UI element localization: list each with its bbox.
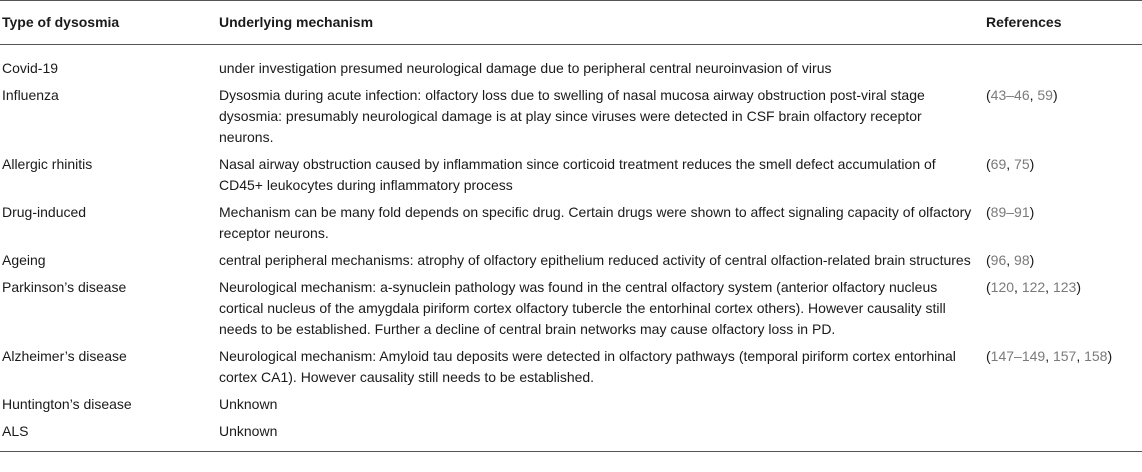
reference-link[interactable]: 98: [1014, 252, 1030, 268]
cell-references: [977, 45, 1142, 83]
table-row: [0, 274, 1142, 343]
table-row: [0, 151, 1142, 199]
cell-type: Drug-induced: [2, 204, 87, 220]
cell-type: Ageing: [2, 252, 46, 268]
table-row: [0, 82, 1142, 151]
cell-type: Parkinson’s disease: [2, 279, 127, 295]
cell-mechanism: Dysosmia during acute infection: olfactory loss due to swelling of nasal mucosa airway obstruction post-viral stage dysosmia: presumably neurological damage is at play since viruses were detected in CSF brain olfactory receptor neurons.: [219, 87, 925, 145]
reference-link[interactable]: 43–46: [990, 87, 1030, 103]
table-row: [0, 391, 1142, 418]
cell-type: ALS: [0, 418, 219, 452]
cell-type: Allergic rhinitis: [2, 156, 93, 172]
table-row: [0, 418, 1142, 452]
table-row: [0, 45, 1142, 83]
cell-type: Huntington’s disease: [2, 396, 132, 412]
cell-mechanism: Mechanism can be many fold depends on specific drug. Certain drugs were shown to affect signaling capacity of olfactory receptor neurons.: [219, 204, 972, 241]
cell-references: (43–46, 59): [986, 87, 1058, 103]
header-mechanism: Underlying mechanism: [219, 1, 977, 45]
reference-link[interactable]: 123: [1052, 279, 1077, 295]
reference-link[interactable]: 69: [990, 156, 1007, 172]
cell-references: (69, 75): [986, 156, 1035, 172]
reference-link[interactable]: 158: [1084, 348, 1108, 364]
cell-mechanism: Unknown: [219, 418, 977, 452]
cell-references: (120, 122, 123): [986, 279, 1081, 295]
table-header-row: [0, 1, 1142, 45]
cell-mechanism: under investigation presumed neurological damage due to peripheral central neuroinvasion of virus: [219, 60, 832, 76]
reference-link[interactable]: 122: [1021, 279, 1046, 295]
table-row: [0, 199, 1142, 247]
reference-link[interactable]: 157: [1052, 348, 1077, 364]
cell-mechanism: Neurological mechanism: a-synuclein pathology was found in the central olfactory system (anterior olfactory nucleus cortical nucleus of the amygdala piriform cortex olfactory tubercle the entorhinal cortex others). However causality still needs to be established. Further a decline of central brain networks may cause olfactory loss in PD.: [219, 279, 946, 337]
reference-link[interactable]: 75: [1014, 156, 1030, 172]
cell-references: [977, 418, 1142, 452]
reference-link[interactable]: 89–91: [990, 204, 1030, 220]
cell-references: [977, 391, 1142, 418]
cell-type: Alzheimer’s disease: [2, 348, 127, 364]
header-references: References: [977, 1, 1142, 45]
cell-references: (147–149, 157, 158): [986, 348, 1113, 364]
cell-references: (89–91): [986, 204, 1035, 220]
cell-mechanism: Neurological mechanism: Amyloid tau deposits were detected in olfactory pathways (temporal piriform cortex entorhinal cortex CA1). However causality still needs to be established.: [219, 348, 956, 385]
reference-link[interactable]: 147–149: [990, 348, 1046, 364]
reference-link[interactable]: 96: [990, 252, 1007, 268]
reference-link[interactable]: 120: [990, 279, 1015, 295]
cell-type: Covid-19: [2, 60, 59, 76]
cell-mechanism: central peripheral mechanisms: atrophy of olfactory epithelium reduced activity of central olfaction-related brain structures: [219, 252, 971, 268]
cell-type: Influenza: [2, 87, 59, 103]
cell-mechanism: Unknown: [219, 396, 278, 412]
cell-references: (96, 98): [986, 252, 1035, 268]
table-row: [0, 343, 1142, 391]
table-row: [0, 247, 1142, 274]
header-type: Type of dysosmia: [0, 1, 219, 45]
reference-link[interactable]: 59: [1037, 87, 1053, 103]
table-body: [0, 45, 1142, 452]
cell-mechanism: Nasal airway obstruction caused by inflammation since corticoid treatment reduces the smell defect accumulation of CD45+ leukocytes during inflammatory process: [219, 156, 936, 193]
